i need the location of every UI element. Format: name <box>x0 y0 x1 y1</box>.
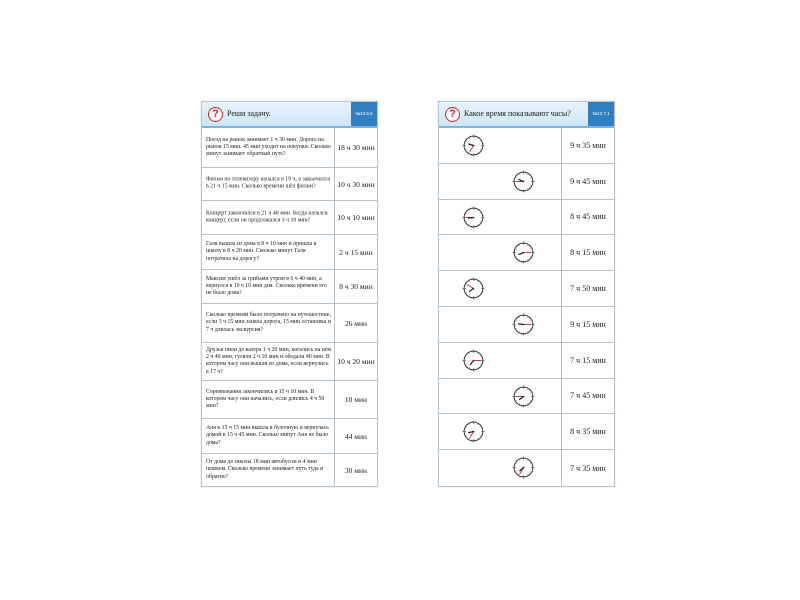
task-text: Фильм по телевизору начался в 19 ч, а закончился в 21 ч 15 мин. Сколько времени шёл фильм? <box>206 176 330 190</box>
task-answer: 30 мин <box>334 454 377 486</box>
clock-answer: 8 ч 45 мин <box>561 200 614 235</box>
clock-center <box>473 216 475 218</box>
task-text: Галя вышла из дома в 8 ч 10 мин и пришла в школу в 8 ч 20 мин. Сколько минут Галя потратила на дорогу? <box>206 240 317 262</box>
task-answer: 2 ч 15 мин <box>334 235 377 269</box>
clock-area <box>439 128 561 163</box>
clock-area <box>439 235 561 270</box>
task-answer: 8 ч 30 мин <box>334 270 377 303</box>
task-text: Друзья пили до катера 1 ч 20 мин, катались на нём 2 ч 40 мин, гуляли 2 ч 10 мин и обедали 40 мин. В котором часу они вышли из дома, если вернулись в 17 ч? <box>206 346 332 375</box>
clock-area <box>439 414 561 449</box>
task-text: Максим ушёл за грибами утром в 6 ч 40 мин, а вернулся в 10 ч 10 мин дня. Сколько времени его не было дома? <box>206 275 327 297</box>
clock-face-icon <box>511 312 536 337</box>
task-row <box>202 128 377 168</box>
clock-answer: 9 ч 15 мин <box>561 307 614 342</box>
clock-answer: 7 ч 50 мин <box>561 271 614 306</box>
clock-face-icon <box>461 205 486 230</box>
card-title: Реши задачу. <box>227 109 271 118</box>
clock-answer: 9 ч 45 мин <box>561 164 614 199</box>
clock-face-icon <box>461 348 486 373</box>
clock-face-icon <box>511 169 536 194</box>
clock-row <box>439 235 614 271</box>
clock-answer: 8 ч 15 мин <box>561 235 614 270</box>
task-text: Сколько времени было потрачено на путешествие, если 3 ч 15 мин заняла дорога, 15 мин остановка и 7 ч длилась экскурсия? <box>206 311 332 333</box>
card-title: Какое время показывают часы? <box>464 109 571 118</box>
clock-row <box>439 271 614 307</box>
task-text: Соревнования закончились в 15 ч 10 мин. В котором часу они начались, если длились 4 ч 50 мин? <box>206 388 325 410</box>
clock-answer: 7 ч 35 мин <box>561 450 614 486</box>
clock-area <box>439 450 561 486</box>
clock-row <box>439 200 614 236</box>
task-answer: 10 ч 30 мин <box>334 168 377 200</box>
task-answer: 10 ч 10 мин <box>334 201 377 234</box>
clock-center <box>473 145 475 147</box>
clock-row <box>439 343 614 379</box>
clock-row <box>439 164 614 200</box>
clock-center <box>523 324 525 326</box>
question-mark-icon: ? <box>208 107 223 122</box>
clock-face-icon <box>461 276 486 301</box>
clock-center <box>523 395 525 397</box>
question-mark-icon: ? <box>445 107 460 122</box>
task-text: Концерт закончился в 21 ч 40 мин. Когда начался концерт, если он продолжался 3 ч 10 мин? <box>206 210 328 224</box>
card-number: №13.5.5 <box>351 102 377 126</box>
clock-center <box>523 252 525 254</box>
card-header <box>439 102 614 128</box>
task-answer: 18 ч 30 мин <box>334 128 377 167</box>
clock-row <box>439 128 614 164</box>
clock-face-icon <box>461 133 486 158</box>
clock-area <box>439 200 561 235</box>
task-text: Поезд на рынок занимает 1 ч 30 мин. Дорога на рынок 15 мин. 45 мин уходит на покупки. Сколько минут занимает обратный путь? <box>206 136 331 158</box>
task-answer: 10 ч 20 мин <box>334 343 377 380</box>
clock-answer: 8 ч 35 мин <box>561 414 614 449</box>
clock-area <box>439 271 561 306</box>
clock-center <box>473 431 475 433</box>
clock-area <box>439 379 561 414</box>
clock-area <box>439 307 561 342</box>
task-row <box>202 454 377 486</box>
clock-face-icon <box>511 240 536 265</box>
clock-answer: 7 ч 45 мин <box>561 379 614 414</box>
task-row <box>202 235 377 270</box>
task-row <box>202 168 377 201</box>
clock-face-icon <box>511 455 536 480</box>
task-row <box>202 343 377 381</box>
clock-center <box>473 359 475 361</box>
clock-face-icon <box>511 384 536 409</box>
task-answer: 44 мин <box>334 419 377 453</box>
clock-row <box>439 414 614 450</box>
clock-answer: 9 ч 35 мин <box>561 128 614 163</box>
clock-row <box>439 450 614 486</box>
clock-area <box>439 164 561 199</box>
clock-card <box>438 101 615 487</box>
clock-area <box>439 343 561 378</box>
card-header <box>202 102 377 128</box>
task-row <box>202 419 377 454</box>
task-text: От дома до школы 18 мин автобусом и 4 мин пешком. Сколько времени занимает путь туда и обратно? <box>206 458 324 480</box>
clock-row <box>439 379 614 415</box>
clock-center <box>523 467 525 469</box>
clock-answer: 7 ч 15 мин <box>561 343 614 378</box>
clock-center <box>473 288 475 290</box>
task-answer: 26 мин <box>334 304 377 342</box>
task-text: Аня в 15 ч 15 мин вышла в булочную и вернулась домой в 15 ч 45 мин. Сколько минут Аня не было дома? <box>206 424 329 446</box>
task-row <box>202 381 377 419</box>
task-row <box>202 304 377 343</box>
card-number: №13.7.1 <box>588 102 614 126</box>
clock-face-icon <box>461 419 486 444</box>
task-row <box>202 270 377 304</box>
task-answer: 10 мин <box>334 381 377 418</box>
task-row <box>202 201 377 235</box>
clock-center <box>523 180 525 182</box>
clock-row <box>439 307 614 343</box>
task-card <box>201 101 378 487</box>
